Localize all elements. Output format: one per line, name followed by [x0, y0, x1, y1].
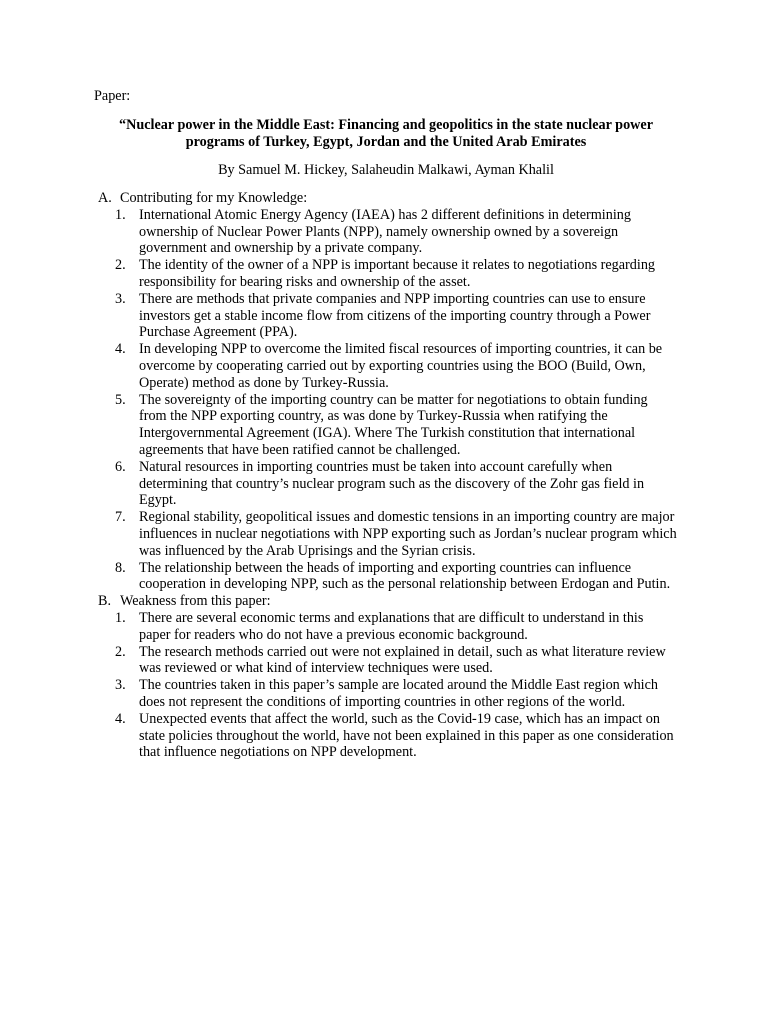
section-weaknesses — [94, 593, 678, 761]
list-item — [94, 560, 678, 594]
section-contributions — [94, 190, 678, 593]
item-text: In developing NPP to overcome the limited fiscal resources of importing countries, it can be overcome by cooperating carried out by exporting countries using the BOO (Build, Own, Operate) method as done by Turkey-Russia. — [139, 341, 663, 391]
item-number: 3. — [115, 677, 126, 694]
section-heading — [94, 190, 678, 207]
item-text: Natural resources in importing countries must be taken into account carefully when determining that country’s nuclear program such as the discovery of the Zohr gas field in Egypt. — [139, 458, 645, 509]
list-item — [94, 257, 678, 291]
list-item — [94, 459, 678, 509]
item-text: There are methods that private companies and NPP importing countries can use to ensure investors get a stable income flow from citizens of the importing country through a Power Purchase Agreement (PPA). — [139, 290, 651, 341]
paper-label: Paper: — [94, 88, 131, 104]
item-number: 4. — [115, 710, 126, 727]
item-text: International Atomic Energy Agency (IAEA) has 2 different definitions in determining ownership of Nuclear Power Plants (NPP), namely ownership owned by a sovereign government and ownership by a private company. — [139, 206, 631, 257]
paper-title: “Nuclear power in the Middle East: Financing and geopolitics in the state nuclear power programs of Turkey, Egypt, Jordan and the United Arab Emirates — [119, 117, 653, 150]
list-item — [94, 610, 678, 644]
section-title: Weakness from this paper: — [120, 593, 271, 610]
item-number: 5. — [115, 391, 126, 408]
section-title: Contributing for my Knowledge: — [120, 190, 308, 206]
item-number: 7. — [115, 509, 126, 526]
paper-authors: By Samuel M. Hickey, Salaheudin Malkawi, Ayman Khalil — [218, 162, 554, 178]
item-text: Unexpected events that affect the world, such as the Covid-19 case, which has an impact on state policies throughout the world, have not been explained in this paper as one consideration that influence negotiations on NPP development. — [139, 710, 674, 761]
item-number: 4. — [115, 341, 126, 358]
item-number: 1. — [115, 206, 126, 223]
item-text: Regional stability, geopolitical issues and domestic tensions in an importing country are major influences in nuclear negotiations with NPP exporting such as Jordan’s nuclear program which was influenced by the Arab Uprisings and the Syrian crisis. — [139, 509, 677, 559]
list-item — [94, 207, 678, 257]
list-item — [94, 509, 678, 559]
item-text: The research methods carried out were not explained in detail, such as what literature review was reviewed or what kind of interview techniques were used. — [139, 643, 666, 677]
section-heading — [94, 593, 678, 610]
item-number: 1. — [115, 609, 126, 626]
list-item — [94, 711, 678, 761]
list-item — [94, 341, 678, 391]
item-number: 3. — [115, 290, 126, 307]
list-item — [94, 291, 678, 341]
item-text: The sovereignty of the importing country can be matter for negotiations to obtain funding from the NPP exporting country, as was done by Turkey-Russia when ratifying the Intergovernmental Agreement (IGA). Where The Turkish constitution that international agreements that have been ratified cannot be challenged. — [139, 391, 648, 458]
weaknesses-list — [94, 610, 678, 761]
item-text: The relationship between the heads of importing and exporting countries can influence cooperation in developing NPP, such as the personal relationship between Erdogan and Putin. — [139, 559, 671, 593]
item-text: There are several economic terms and explanations that are difficult to understand in this paper for readers who do not have a previous economic background. — [139, 609, 644, 643]
item-number: 2. — [115, 257, 126, 274]
item-text: The countries taken in this paper’s sample are located around the Middle East region which does not represent the conditions of importing countries in other regions of the world. — [139, 677, 658, 710]
item-number: 6. — [115, 458, 126, 475]
item-text: The identity of the owner of a NPP is important because it relates to negotiations regarding responsibility for bearing risks and ownership of the asset. — [139, 257, 656, 290]
section-letter: B. — [98, 593, 112, 610]
list-item — [94, 392, 678, 459]
section-letter: A. — [98, 190, 112, 206]
list-item — [94, 644, 678, 678]
contributions-list — [94, 207, 678, 593]
item-number: 8. — [115, 559, 126, 576]
list-item — [94, 677, 678, 711]
item-number: 2. — [115, 643, 126, 660]
